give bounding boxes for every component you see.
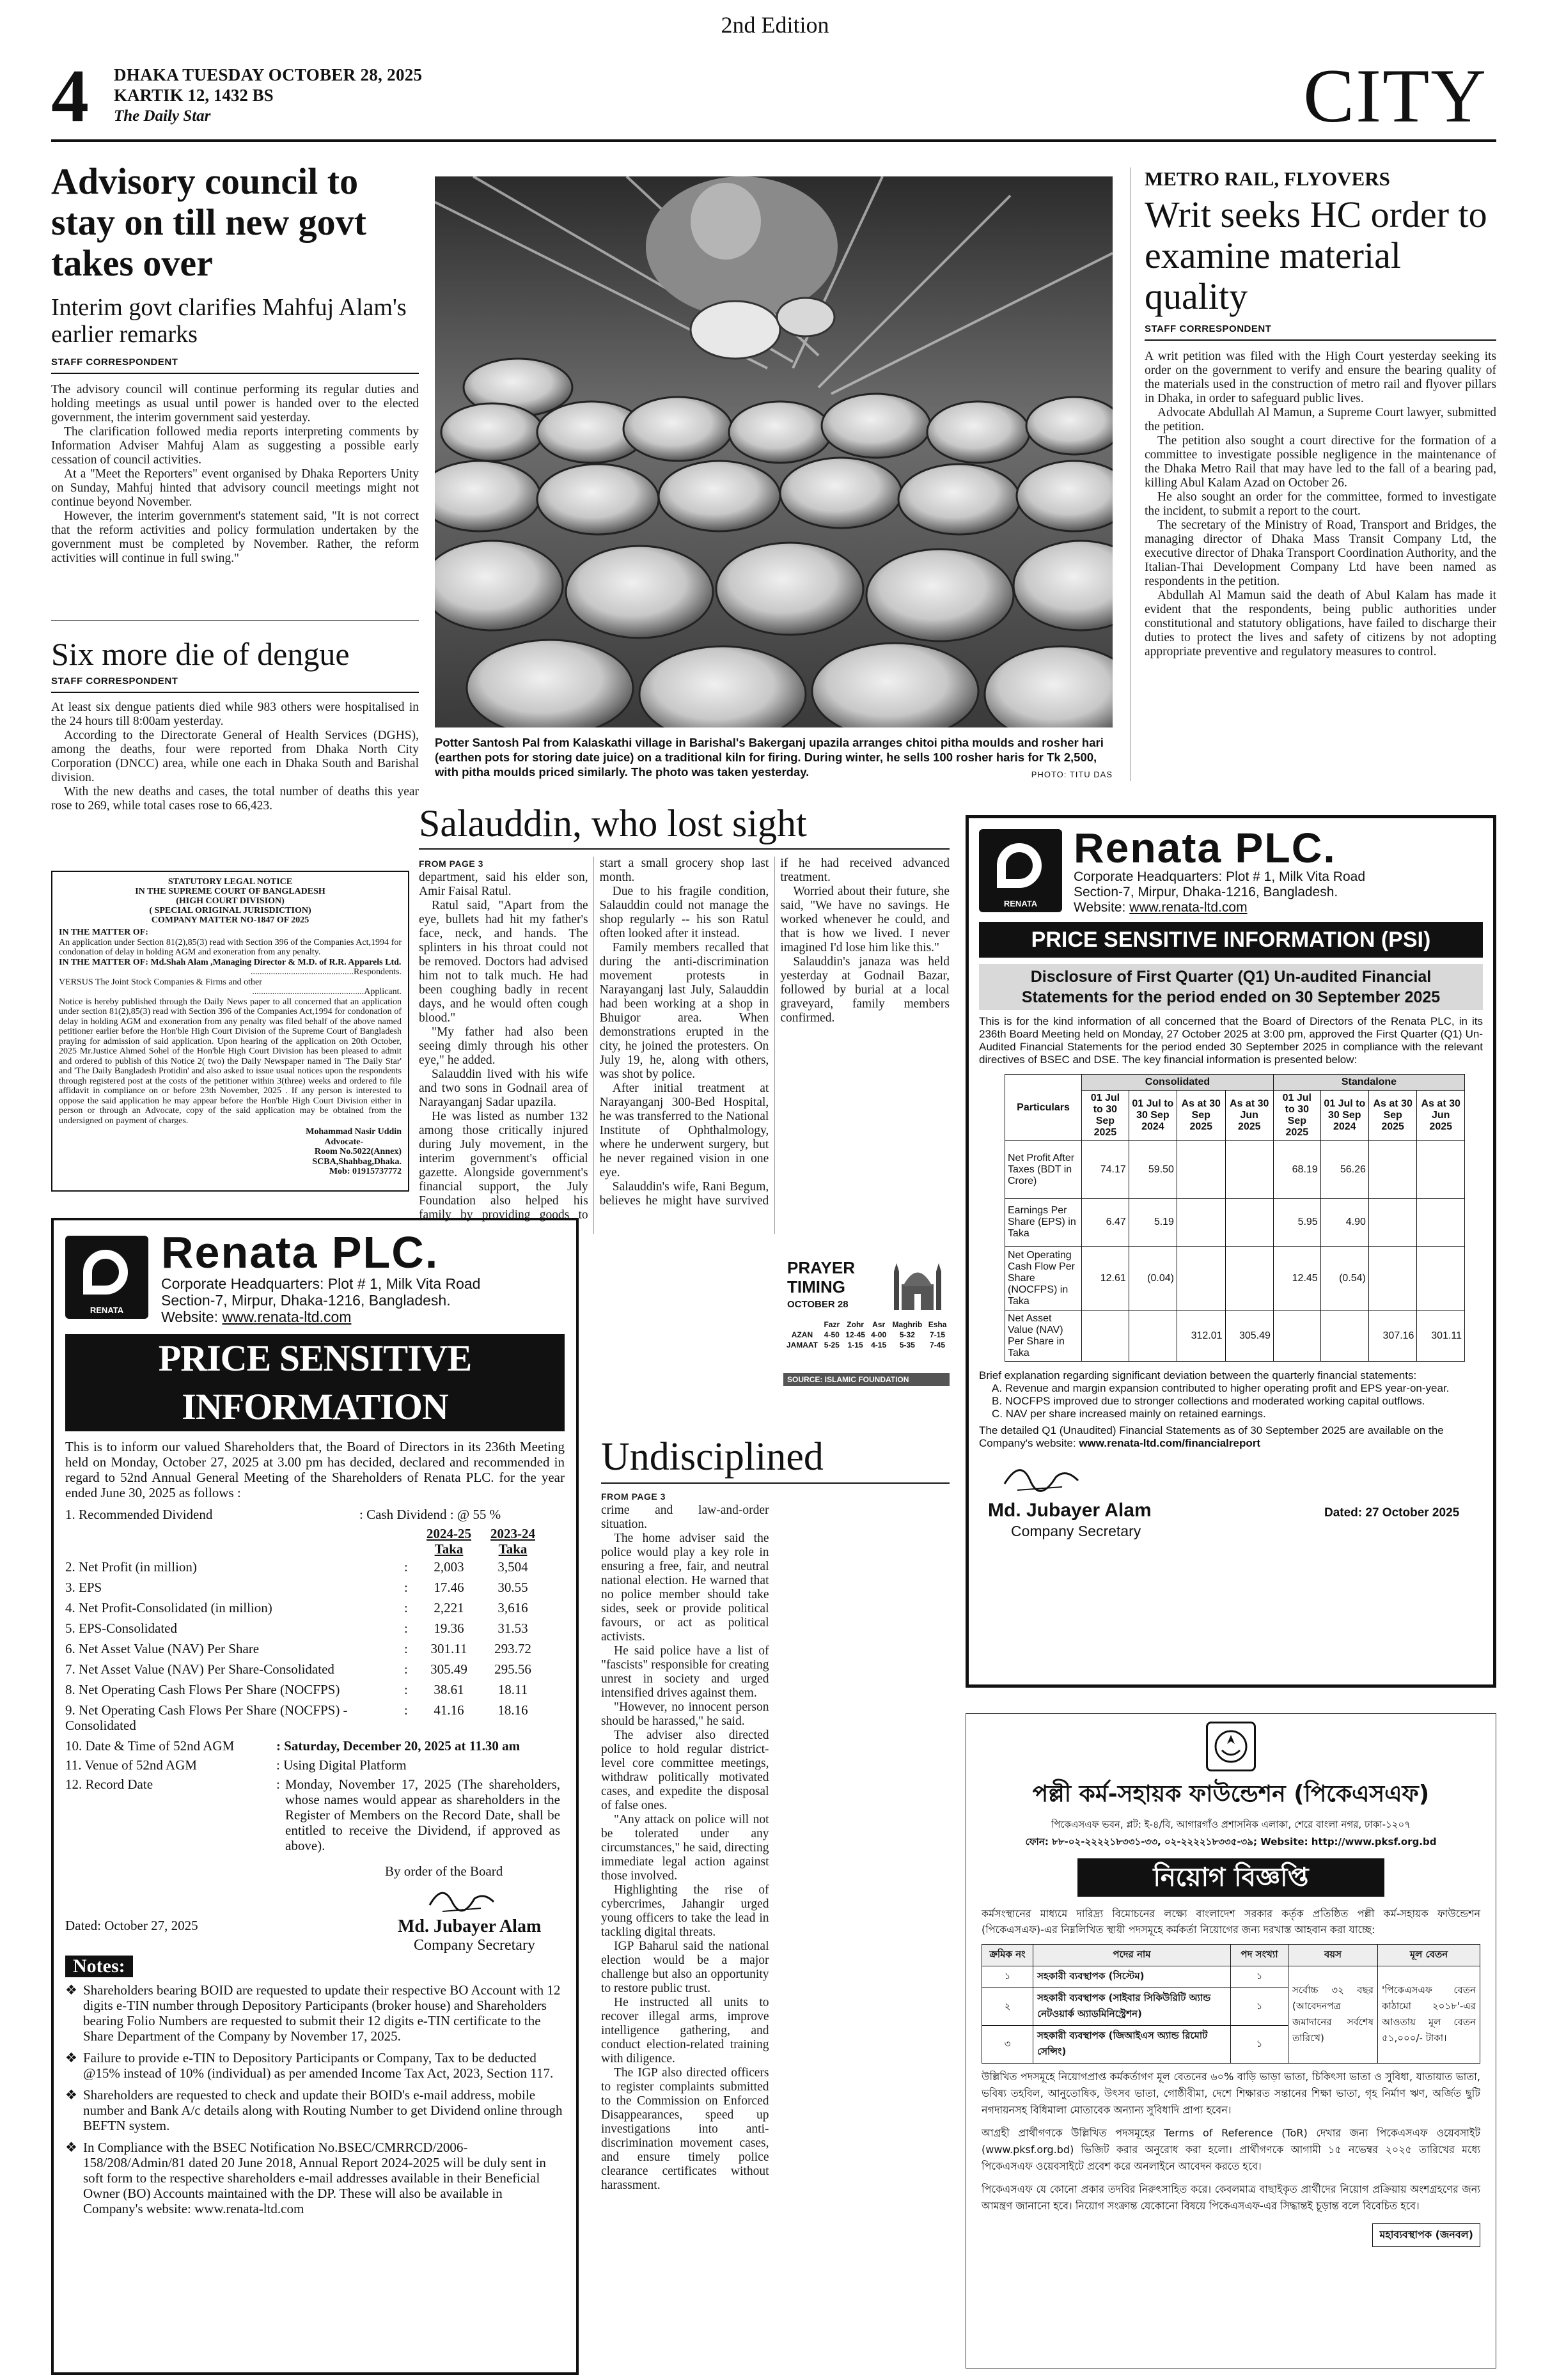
- psi-col-2: As at 30 Sep 2025: [1177, 1091, 1225, 1141]
- undisciplined-p9: He instructed all units to recover illegal arms, improve intelligence gathering, and conduct election-related training with diligence.: [601, 1996, 769, 2065]
- renata-ad-right: [966, 815, 1496, 1688]
- psi-col-1: 01 Jul to 30 Sep 2024: [1129, 1091, 1177, 1141]
- row-label: 3. EPS: [65, 1580, 102, 1595]
- note-item: [65, 2140, 565, 2216]
- note-text: Shareholders are requested to check and update their BOID's e-mail address, mobile number and Bank A/c details along with Routing Number to get Dividend online through BEFTN system.: [83, 2087, 563, 2133]
- salauddin-headline: Salauddin, who lost sight: [419, 802, 807, 844]
- section-divider: [51, 620, 419, 621]
- psi-group-consolidated: Consolidated: [1082, 1075, 1274, 1091]
- psi-cell: 74.17: [1082, 1141, 1129, 1199]
- prayer-timing-box: [783, 1253, 950, 1413]
- signature-left: [423, 1879, 500, 1918]
- note-text: Failure to provide e-TIN to Depository Participants or Company, Tax to be deducted @15% instead of 10% (individual) as per amended Income Tax Act, 2023, Section 117.: [83, 2050, 554, 2081]
- renata-left-banner: PRICE SENSITIVE INFORMATION: [65, 1334, 565, 1431]
- page-number: 4: [51, 54, 89, 137]
- metro-headline: Writ seeks HC order to examine material quality: [1145, 194, 1487, 317]
- legal-room: Room No.5022(Annex): [314, 1147, 402, 1156]
- psi-banner: PRICE SENSITIVE INFORMATION (PSI): [979, 922, 1483, 958]
- pksf-h1: পদের নাম: [1033, 1945, 1231, 1966]
- salauddin-p7: Family members recalled that during the anti-discrimination movement protests in Narayanganj last July, Salauddin had been working at a shop in Bhuigor area. When demonstrations erupted in the city, he joined the protesters. On July 19, he, along with others, was shot by police.: [599, 941, 769, 1081]
- psi-row-eps: [1005, 1199, 1465, 1247]
- renata-left-website[interactable]: www.renata-ltd.com: [222, 1309, 352, 1325]
- psi-cell: 301.11: [1417, 1311, 1465, 1362]
- row-a: 19.36: [434, 1621, 464, 1636]
- advisory-headline: Advisory council to stay on till new govt takes over: [51, 160, 366, 284]
- pksf-salary: 'পিকেএসএফ বেতন কাঠামো ২০১৮'-এর আওতায় মূল বেতন ৫১,০০০/- টাকা।: [1378, 1966, 1480, 2064]
- pksf-phone: ফোন: ৮৮-০২-২২২২১৮৩৩১-৩৩, ০২-২২২২১৮৩৩৫-৩৯; Website: http://www.pksf.org.bd: [1025, 1836, 1437, 1847]
- psi-col-5: 01 Jul to 30 Sep 2024: [1320, 1091, 1368, 1141]
- psi-cell: [1225, 1141, 1273, 1199]
- salauddin-p11: Salauddin's janaza was held yesterday at Godnail Bazar, followed by burial at a local graveyard, family members confirmed.: [780, 955, 950, 1025]
- row-label: 9. Net Operating Cash Flows Per Share (NOCFPS) -Consolidated: [65, 1702, 348, 1733]
- renata-left-website-label: Website:: [161, 1309, 219, 1325]
- row-label: 5. EPS-Consolidated: [65, 1621, 178, 1636]
- metro-p1: A writ petition was filed with the High Court yesterday seeking its order on the government to verify and ensure the bearing quality of the materials used in the construction of metro rail and flyover pillars in Dhaka, in order to safeguard public lives.: [1145, 350, 1496, 405]
- advisory-story: [51, 161, 419, 566]
- undisciplined-p5: The adviser also directed police to hold regular district-level core committee meetings, withdraw politically motivated cases, and expedite the disposal of false ones.: [601, 1729, 769, 1812]
- renata-logo-right-text: RENATA: [1003, 899, 1038, 908]
- note-item: [65, 2050, 565, 2081]
- diamond-icon: ❖: [65, 2140, 77, 2155]
- psi-particulars: Particulars: [1005, 1075, 1082, 1141]
- pksf-org-name: পল্লী কর্ম-সহায়ক ফাউন্ডেশন (পিকেএসএফ): [1032, 1781, 1430, 1807]
- notes-list: [65, 1982, 565, 2216]
- psi-col-4: 01 Jul to 30 Sep 2025: [1273, 1091, 1320, 1141]
- row-b: 295.56: [494, 1661, 531, 1677]
- agm-date-value: : Saturday, December 20, 2025 at 11.30 am: [276, 1738, 521, 1754]
- diamond-icon: ❖: [65, 1982, 77, 1998]
- metro-p5: The secretary of the Ministry of Road, Transport and Bridges, the managing director of Dhaka Mass Transit Company Ltd, the executive director of Dhaka Transport Coordination Authority, and the Italian-Thai Development Company Ltd have been named as respondents in the petition.: [1145, 518, 1496, 588]
- metro-p6: Abdullah Al Mamun said the death of Abul Kalam has made it evident that the respondents, being public authorities under constitutional and statutory obligations, have failed to discharge their duties to protect the lives and safety of citizens by not adopting appropriate preventive and regulatory measures to control.: [1145, 589, 1496, 658]
- undisciplined-p8: IGP Baharul said the national election would be a major challenge but also an opportunity to restore public trust.: [601, 1940, 769, 1995]
- salauddin-p2: Ratul said, "Apart from the eye, bullets had hit my father's face, neck, and hands. The splinters in his throat could not be removed. Doctors had advised him not to talk much. He had been coughing badly in recent days, and he would often cough blood.": [419, 899, 588, 1025]
- psi-cell: 59.50: [1129, 1141, 1177, 1199]
- legal-versus: VERSUS The Joint Stock Companies & Firms and other: [59, 977, 262, 987]
- by-order: By order of the Board: [385, 1863, 503, 1879]
- row-b: 3,616: [497, 1600, 528, 1615]
- advisory-p4: However, the interim government's statement said, "It is not correct that the reform activities and policy formulation undertaken by the government must be completed by November. Rather, the reform activities will continue in full swing.": [51, 509, 419, 565]
- edition-label: 2nd Edition: [721, 12, 829, 38]
- renata-left-row: 9. Net Operating Cash Flows Per Share (NOCFPS) -Consolidated : 41.16 18.16: [65, 1702, 565, 1733]
- pksf-sl: ১: [982, 1966, 1033, 1988]
- psi-cell: [1417, 1247, 1465, 1311]
- prayer-h5: Esha: [928, 1320, 947, 1329]
- metro-kicker: METRO RAIL, FLYOVERS: [1145, 167, 1390, 190]
- pksf-h3: বয়স: [1288, 1945, 1378, 1966]
- psi-col-3: As at 30 Jun 2025: [1225, 1091, 1273, 1141]
- pksf-logo: [1206, 1722, 1256, 1771]
- psi-subtitle: [979, 964, 1483, 1010]
- psi-cell: 5.19: [1129, 1199, 1177, 1247]
- row-label: 4. Net Profit-Consolidated (in million): [65, 1600, 272, 1615]
- prayer-date: OCTOBER 28: [787, 1299, 849, 1310]
- pksf-row: [982, 1966, 1480, 1988]
- psi-point-a: A. Revenue and margin expansion contributed to higher operating profit and EPS year-on-year.: [992, 1382, 1450, 1394]
- date-line: DHAKA TUESDAY OCTOBER 28, 2025: [114, 65, 423, 84]
- renata-left-row: 8. Net Operating Cash Flows Per Share (NOCFPS) : 38.61 18.11: [65, 1682, 565, 1697]
- psi-cell: 312.01: [1177, 1311, 1225, 1362]
- legal-mob: Mob: 01915737772: [329, 1167, 402, 1176]
- row-b: 3,504: [497, 1559, 528, 1575]
- undisciplined-p4: "However, no innocent person should be harassed," he said.: [601, 1700, 769, 1728]
- advisory-subhead: Interim govt clarifies Mahfuj Alam's earlier remarks: [51, 294, 407, 348]
- prayer-azan-fazr: 4-50: [824, 1330, 840, 1339]
- pksf-h2: পদ সংখ্যা: [1231, 1945, 1288, 1966]
- salauddin-body-wrap: [419, 857, 950, 1234]
- row-a: 2,221: [434, 1600, 464, 1615]
- undisciplined-p10: The IGP also directed officers to register complaints submitted to the Commission on Enforced Disappearances, speed up investigations into anti-discrimination movement cases, and ensure timely police clearance certificates without harassment.: [601, 2066, 769, 2192]
- psi-table: [1005, 1074, 1465, 1362]
- potter-photo: [435, 176, 1113, 727]
- renata-right-signer-title: Company Secretary: [1011, 1523, 1141, 1539]
- psi-cell: [1368, 1199, 1417, 1247]
- prayer-azan-zohr: 12-45: [845, 1330, 865, 1339]
- salauddin-p1: department, said his elder son, Amir Faisal Ratul.: [419, 871, 588, 898]
- advisory-p2: The clarification followed media reports interpreting comments by Information Adviser Mahfuj Alam as suggesting a possible early cessation of council activities.: [51, 425, 419, 467]
- prayer-h0: [783, 1319, 821, 1330]
- psi-cell: 68.19: [1273, 1141, 1320, 1199]
- renata-right-signer: Md. Jubayer Alam: [988, 1500, 1152, 1521]
- notes-label: Notes:: [65, 1956, 133, 1977]
- psi-cell: [1129, 1311, 1177, 1362]
- psi-cell: [1417, 1141, 1465, 1199]
- renata-left-signer-title: Company Secretary: [414, 1937, 535, 1954]
- prayer-source: SOURCE: ISLAMIC FOUNDATION: [783, 1373, 950, 1386]
- psi-detailed-link[interactable]: www.renata-ltd.com/financialreport: [1079, 1437, 1261, 1449]
- psi-cell: (0.54): [1320, 1247, 1368, 1311]
- psi-cell: [1177, 1199, 1225, 1247]
- renata-right-hq: Corporate Headquarters: Plot # 1, Milk Vita Road: [1074, 869, 1366, 884]
- prayer-h1: Fazr: [824, 1320, 840, 1329]
- psi-row-label: Earnings Per Share (EPS) in Taka: [1005, 1199, 1082, 1247]
- psi-cell: 5.95: [1273, 1199, 1320, 1247]
- psi-point-b: B. NOCFPS improved due to stronger collections and moderated working capital outflows.: [992, 1395, 1425, 1407]
- photo-credit: PHOTO: TITU DAS: [1031, 770, 1113, 779]
- legal-notice: [51, 871, 409, 1192]
- prayer-header-row: [783, 1319, 950, 1330]
- salauddin-from-page: FROM PAGE 3: [419, 859, 483, 869]
- renata-right-website[interactable]: www.renata-ltd.com: [1129, 900, 1248, 915]
- legal-title-4: ( SPECIAL ORIGINAL JURISDICTION): [149, 906, 311, 915]
- row-a: 38.61: [434, 1682, 464, 1697]
- note-text: Shareholders bearing BOID are requested to update their respective BO Account with 12 digits e-TIN number through Depository Participants (broker house) and Shareholders bearing Folio Numbers are requested to submit their 12 digits e-TIN certificate to the Share Department of the Company by November 17, 2025.: [83, 1982, 561, 2044]
- prayer-h3: Asr: [872, 1320, 886, 1329]
- legal-address: SCBA,Shahbag,Dhaka.: [312, 1156, 402, 1167]
- renata-left-company: Renata PLC.: [161, 1227, 439, 1277]
- prayer-jamaat-fazr: 5-25: [824, 1341, 840, 1349]
- diamond-icon: ❖: [65, 2087, 77, 2103]
- row-a: 17.46: [434, 1580, 464, 1595]
- psi-cell: [1320, 1311, 1368, 1362]
- prayer-jamaat-row: [783, 1340, 950, 1350]
- prayer-title-2: TIMING: [787, 1277, 845, 1296]
- salauddin-story: [419, 802, 950, 855]
- legal-title-5: COMPANY MATTER NO-1847 OF 2025: [151, 915, 309, 925]
- kartik-line: KARTIK 12, 1432 BS: [114, 86, 274, 105]
- dengue-p1: At least six dengue patients died while 983 others were hospitalised in the 24 hours till 8:00am yesterday.: [51, 701, 419, 728]
- dengue-p2: According to the Directorate General of Health Services (DGHS), among the deaths, four were reported from Dhaka North City Corporation (DNCC) area, while one each in Dhaka South and Barishal division.: [51, 729, 419, 784]
- pksf-sl: ৩: [982, 2026, 1033, 2064]
- undisciplined-body-wrap: [601, 1489, 950, 2362]
- diamond-icon: ❖: [65, 2050, 77, 2065]
- renata-left-row: 7. Net Asset Value (NAV) Per Share-Consolidated : 305.49 295.56: [65, 1661, 565, 1677]
- advisory-body: [51, 383, 419, 566]
- renata-left-row: 4. Net Profit-Consolidated (in million) : 2,221 3,616: [65, 1600, 565, 1615]
- pksf-intro: কর্মসংস্থানের মাধ্যমে দারিদ্র্য বিমোচনের লক্ষ্যে বাংলাদেশ সরকার কর্তৃক প্রতিষ্ঠিত পল্লী কর্ম-সহায়ক ফাউন্ডেশন (পিকেএসএফ)-এর নিম্নলিখিত স্থায়ী পদসমূহে কর্মকর্তা নিয়োগের জন্য দরখাস্ত আহবান করা যাচ্ছে:: [982, 1908, 1480, 1936]
- pksf-h4: মূল বেতন: [1378, 1945, 1480, 1966]
- undisciplined-p6: "Any attack on police will not be tolerated under any circumstances," he said, directing immediate legal action against those involved.: [601, 1813, 769, 1883]
- row-label: 2. Net Profit (in million): [65, 1559, 197, 1575]
- renata-left-signer: Md. Jubayer Alam: [398, 1917, 542, 1936]
- paper-logo: The Daily Star: [114, 107, 211, 125]
- prayer-jamaat-zohr: 1-15: [847, 1341, 863, 1349]
- prayer-h4: Maghrib: [892, 1320, 923, 1329]
- dengue-headline: Six more die of dengue: [51, 636, 350, 672]
- pksf-header-row: [982, 1945, 1480, 1966]
- pksf-table: [982, 1944, 1480, 2064]
- row-a: 41.16: [434, 1702, 464, 1718]
- metro-body: [1145, 350, 1496, 659]
- renata-left-row: 2. Net Profit (in million) : 2,003 3,504: [65, 1559, 565, 1575]
- row-a: 301.11: [430, 1641, 467, 1656]
- psi-row-label: Net Profit After Taxes (BDT in Crore): [1005, 1141, 1082, 1199]
- legal-signer: Mohammad Nasir Uddin: [306, 1127, 402, 1137]
- prayer-azan-asr: 4-00: [871, 1330, 887, 1339]
- pksf-count: ১: [1231, 2026, 1288, 2064]
- undisciplined-p1: crime and law-and-order situation.: [601, 1504, 769, 1531]
- psi-row-nocfps: [1005, 1247, 1465, 1311]
- renata-left-row: 5. EPS-Consolidated : 19.36 31.53: [65, 1621, 565, 1636]
- note-text: In Compliance with the BSEC Notification No.BSEC/CMRRCD/2006-158/208/Admin/81 dated 20 June 2018, Annual Report 2024-2025 will be duly sent in soft form to the respective shareholders e-mail addresses available in their Beneficial Owner (BO) Accounts maintained with the DP. These will also be available in Company's website: www.renata-ltd.com: [83, 2140, 546, 2216]
- advisory-p1: The advisory council will continue performing its regular duties and holding meetings as usual until power is handed over to the elected government, the interim government said yesterday.: [51, 383, 419, 424]
- salauddin-body: [419, 857, 950, 1234]
- renata-left-addr: Section-7, Mirpur, Dhaka-1216, Bangladesh.: [161, 1292, 451, 1309]
- psi-cell: [1225, 1247, 1273, 1311]
- salauddin-p8: After initial treatment at Narayanganj 300-Bed Hospital, he was transferred to the National Institute of Ophthalmology, where he underwent surgery, but he never regained vision in one eye.: [599, 1082, 769, 1179]
- section-title: CITY: [1303, 53, 1487, 138]
- renata-left-div-value: : Cash Dividend : @ 55 %: [359, 1507, 501, 1522]
- pksf-post: সহকারী ব্যবস্থাপক (জিআইএস অ্যান্ড রিমোট সেন্সিং): [1033, 2026, 1231, 2064]
- psi-cell: 6.47: [1082, 1199, 1129, 1247]
- renata-right-company: Renata PLC.: [1074, 824, 1336, 871]
- psi-row-npat: [1005, 1141, 1465, 1199]
- row-a: 305.49: [430, 1661, 467, 1677]
- renata-logo-left-text: RENATA: [90, 1305, 124, 1315]
- psi-row-label: Net Asset Value (NAV) Per Share in Taka: [1005, 1311, 1082, 1362]
- pksf-age: সর্বোচ্চ ৩২ বছর (আবেদনপত্র জমাদানের সর্বশেষ তারিখে): [1288, 1966, 1378, 2064]
- prayer-jamaat-maghrib: 5-35: [899, 1341, 915, 1349]
- salauddin-p10: Worried about their future, she said, "We have no savings. He worked whenever he could, and that is how we lived. I never imagined I'd lose him like this.": [780, 885, 950, 954]
- masthead-rule: [51, 139, 1496, 142]
- pksf-para1: উল্লিখিত পদসমূহে নিয়োগপ্রাপ্ত কর্মকর্তাগণ মূল বেতনের ৬০% বাড়ি ভাড়া ভাতা, চিকিৎসা ভাতা ও সুবিধা, যাতায়াত ভাতা, ভবিষ্য তহবিল, আনুতোষিক, উৎসব ভাতা, গোষ্ঠীবীমা, দেশে শিক্ষারত সন্তানের শিক্ষা ভাতা, গৃহ নির্মাণ ঋণ, অর্জিত ছুটি নগদায়নসহ বিধিমালা মোতাবেক অন্যান্য সুবিধাদি প্রাপ্য হবেন।: [982, 2071, 1480, 2116]
- renata-right-website-label: Website:: [1074, 900, 1126, 915]
- psi-cell: [1082, 1311, 1129, 1362]
- psi-col-0: 01 Jul to 30 Sep 2025: [1082, 1091, 1129, 1141]
- row-a: 2,003: [434, 1559, 464, 1575]
- psi-cell: [1177, 1247, 1225, 1311]
- renata-left-col-b-unit: Taka: [498, 1541, 528, 1557]
- row-b: 30.55: [497, 1580, 528, 1595]
- pksf-para3: পিকেএসএফ যে কোনো প্রকার তদবির নিরুৎসাহিত করে। কেবলমাত্র বাছাইকৃত প্রার্থীদের নিয়োগ প্রক্রিয়ায় অংশগ্রহণের জন্য আমন্ত্রণ জানানো হবে। নিয়োগ সংক্রান্ত যেকোনো বিষয়ে পিকেএসএফ-এর সিদ্ধান্তই চূড়ান্ত বলে বিবেচিত হবে।: [982, 2183, 1480, 2212]
- legal-applicant: ..................................................Applicant.: [252, 987, 402, 997]
- prayer-azan-row: [783, 1330, 950, 1340]
- psi-group-row: [1005, 1075, 1465, 1091]
- photo-caption-text: Potter Santosh Pal from Kalaskathi village in Barishal's Bakerganj upazila arranges chitoi pitha moulds and rosher hari (earthen pots for storing date juice) on a traditional kiln for firing. During winter, he sells 100 rosher haris for Tk 2,500, with pitha moulds priced similarly. The photo was taken yesterday.: [435, 736, 1104, 779]
- psi-row-nav: [1005, 1311, 1465, 1362]
- pksf-emblem-icon: [1213, 1729, 1249, 1764]
- undisciplined-headline: Undisciplined: [601, 1435, 824, 1479]
- renata-left-intro: This is to inform our valued Shareholders that, the Board of Directors in its 236th Meeting held on Monday, October 27, 2025 at 3.00 pm has decided, declared and recommended in regard to 52nd Annual General Meeting of the Shareholders of Renata PLC. for the year ended June 30, 2025 as follows :: [65, 1439, 565, 1500]
- undisciplined-story: [601, 1435, 950, 1489]
- renata-left-row: 6. Net Asset Value (NAV) Per Share : 301.11 293.72: [65, 1641, 565, 1656]
- renata-left-col-a: 2024-25: [427, 1526, 471, 1541]
- prayer-jamaat-asr: 4-15: [871, 1341, 887, 1349]
- row-label: 7. Net Asset Value (NAV) Per Share-Consolidated: [65, 1661, 334, 1677]
- metro-p2: Advocate Abdullah Al Mamun, a Supreme Court lawyer, submitted the petition.: [1145, 406, 1496, 433]
- legal-matter1: IN THE MATTER OF:: [59, 928, 148, 937]
- legal-title-3: (HIGH COURT DIVISION): [176, 896, 285, 906]
- legal-body1: An application under Section 81(2),85(3) read with Section 396 of the Companies Act,1994 for condonation of delay in holding AGM and exoneration from any penalty.: [59, 937, 402, 957]
- dengue-byline: STAFF CORRESPONDENT: [51, 676, 178, 687]
- signature-right: [998, 1455, 1088, 1500]
- undisciplined-from-page: FROM PAGE 3: [601, 1491, 666, 1502]
- salauddin-p4: Salauddin lived with his wife and two sons in Godnail area of Narayanganj Sadar upazila.: [419, 1068, 588, 1109]
- photo-frame: [435, 176, 1113, 727]
- record-date-label: 12. Record Date: [65, 1777, 153, 1792]
- agm-venue-label: 11. Venue of 52nd AGM: [65, 1757, 197, 1773]
- advisory-p3: At a "Meet the Reporters" event organised by Dhaka Reporters Unity on Sunday, Mahfuj hinted that advisory council meetings might not continue beyond November.: [51, 467, 419, 509]
- row-b: 31.53: [497, 1621, 528, 1636]
- metro-p3: The petition also sought a court directive for the formation of a committee to investigate possible negligence in the maintenance of the Dhaka Metro Rail that may have led to the fall of a bearing pad, killing Abul Kalam Azad on October 26.: [1145, 434, 1496, 490]
- psi-group-standalone: Standalone: [1273, 1075, 1464, 1091]
- note-item: [65, 1982, 565, 2044]
- row-b: 18.11: [497, 1682, 528, 1697]
- legal-respondents: ..............................................Respondents.: [250, 967, 402, 977]
- row-b: 293.72: [494, 1641, 531, 1656]
- record-date-value: Monday, November 17, 2025 (The shareholders, whose names would appear as shareholders in the Register of Members on the Record Date, shall be entitled to receive the Dividend, if approved as above).: [285, 1777, 560, 1853]
- prayer-jamaat-esha: 7-45: [930, 1341, 946, 1349]
- prayer-azan-label: AZAN: [791, 1330, 813, 1339]
- dengue-p3: With the new deaths and cases, the total number of deaths this year rose to 269, while total cases rose to 66,423.: [51, 785, 419, 813]
- psi-col-7: As at 30 Jun 2025: [1417, 1091, 1465, 1141]
- renata-left-row: 3. EPS : 17.46 30.55: [65, 1580, 565, 1595]
- psi-cell: (0.04): [1129, 1247, 1177, 1311]
- legal-body2: Notice is hereby published through the Daily News paper to all concerned that an application under section 81(2),85(3) read with Section 396 of the Companies Act,1994 for condonation of delay in holding AGM and exoneration from any penalty was filed behalf of the above named petitioner earlier before the Hon'ble High Court Division of the Supreme Court of Bangladesh praying for admission of said application. Upon hearing of the application on 20th October, 2025 Mr.Justice Ahmed Sohel of the Hon'ble High Court Division has been pleased to admit and ordered to publish of this Notice 2( two) the Daily Newspaper named in 'The Daily Star' and 'The Daily Bangladesh Protidin' and also asked to issue usual notices upon the respondents through registered post at the costs of the petitioner within 3(three) weeks and ordered to file affidavit in compliance on or before 23th November, 2025 . If any person is interested to oppose the said application he may appear before the Hon'ble High Court Division either in person or through an Advocate, copy of the said application may be obtained from the undersigned on payment of charges.: [59, 997, 402, 1126]
- legal-signer-title: Advocate-: [324, 1137, 363, 1147]
- psi-cell: [1368, 1141, 1417, 1199]
- salauddin-p3: "My father had also been seeing dimly through his other eye," he added.: [419, 1025, 588, 1067]
- psi-detailed: The detailed Q1 (Unaudited) Financial Statements as of 30 September 2025 are available on the Company's website:: [979, 1424, 1444, 1449]
- legal-title-2: IN THE SUPREME COURT OF BANGLADESH: [135, 887, 325, 896]
- undisciplined-p2: The home adviser said the police would play a key role in ensuring a free, fair, and neutral national election. He warned that no police member should take sides, seek or provide political favours, or act as political activists.: [601, 1532, 769, 1644]
- note-item: [65, 2087, 565, 2133]
- undisciplined-p3: He said police have a list of "fascists" responsible for creating unrest in society and urged intensified drives against them.: [601, 1644, 769, 1700]
- metro-story: [1145, 167, 1496, 659]
- prayer-h2: Zohr: [847, 1320, 864, 1329]
- advisory-byline: STAFF CORRESPONDENT: [51, 357, 178, 368]
- psi-cell: 56.26: [1320, 1141, 1368, 1199]
- psi-cell: [1225, 1199, 1273, 1247]
- psi-cell: 307.16: [1368, 1311, 1417, 1362]
- psi-intro: This is for the kind information of all concerned that the Board of Directors of the Renata PLC, in its 236th Board Meeting held on Monday, 27 October 2025 at 3:00 pm, approved the First Quarter (Q1) Un-Audited Financial Statements for the period ended 30 September 2025 in compliance with the relevant directives of BSEC and DSE. The key financial information is presented below:: [979, 1015, 1483, 1066]
- renata-left-div-label: 1. Recommended Dividend: [65, 1507, 213, 1522]
- psi-cell: [1273, 1311, 1320, 1362]
- psi-col-6: As at 30 Sep 2025: [1368, 1091, 1417, 1141]
- psi-cell: 4.90: [1320, 1199, 1368, 1247]
- psi-subtitle-1: Disclosure of First Quarter (Q1) Un-audited Financial: [1030, 968, 1432, 986]
- renata-ad-left: RENATA Renata PLC. Corporate Headquarters: Plot # 1, Milk Vita Road Section-7, Mirpur, Dhaka-1216, Bangladesh. Website: www.renata-ltd.com PRICE SENSITIVE INFORMATION This is to inform our valued Shareholders that, the Board of Directors in its 236th Meeting held on Monday, October 27, 2025 at 3.00 pm has decided, declared and recommended in regard to 52nd Annual General Meeting of the Shareholders of Renata PLC. for the year ended June 30, 2025 as follows : 1. Recommended Dividend : Cash Dividend : @ 55 % 2024-25 Taka 2023-24 Taka 2. Net Profit (in million) : 2,003 3,504 3. EPS : 17.46 30.55 4. Net Profit-Consolidated (in million) : 2,221 3,616 5. EPS-Consolidated : 19.36 31.53 6. Net Asset Value (NAV) Per Share : 301.11 293.72 7. Net Asset Value (NAV) Per Share-Consolidated : 305.49 295.56 8. Net Operating Cash Flows Per Share (NOCFPS) : 38.61 18.11 9. Net Operating Cash Flows Per Share (NOCFPS) -Consolidated : 41.16 18.16 10. Date & Time of 52nd AGM : Saturday, December 20, 2025 at 11.30 am 11. Venue of 52nd AGM : Using Digital Platform 12. Record Date : Monday, November 17, 2025 (The shareholders, whose names would appear as shareholders in the Register of Members on the Record Date, shall be entitled to receive the Dividend, if approved as above). By order of the Board Dated: October 27, 2025 Md. Jubayer Alam Company Secretary Notes: ❖ Shareholders bearing BOID are requested to update their respective BO Account with 12 digits e-TIN number through Depository Participants (broker house) and Shareholders bearing Folio Numbers are requested to submit their 12 digits e-TIN certificate to the Share Department of the Company by November 17, 2025. ❖ Failure to provide e-TIN to Depository Participants or Company, Tax to be deducted @15% instead of 10% (individual) as per amended Income Tax Act, 2023, Section 117. ❖ Shareholders are requested to check and update their BOID's e-mail address, mobile number and Bank A/c details along with Routing Number to get Dividend online through BEFTN system. ❖ In Compliance with the BSEC Notification No.BSEC/CMRRCD/2006-158/208/Admin/81 dated 20 June 2018, Annual Report 2024-2025 will be duly sent in soft form to the respective shareholders e-mail addresses available in their Beneficial Owner (BO) Accounts maintained with the DP. These will also be available in Company's website: www.renata-ltd.com: [51, 1218, 579, 2375]
- legal-matter2: IN THE MATTER OF: Md.Shah Alam ,Managing Director & M.D. of R.R. Apparels Ltd.: [59, 957, 402, 967]
- metro-byline: STAFF CORRESPONDENT: [1145, 323, 1272, 334]
- agm-venue-value: : Using Digital Platform: [276, 1757, 407, 1773]
- mosque-icon: [889, 1256, 946, 1313]
- pksf-footer: মহাব্যবস্থাপক (জনবল): [1372, 2223, 1480, 2247]
- pksf-addr: পিকেএসএফ ভবন, প্লট: ই-৪/বি, আগারগাঁও প্রশাসনিক এলাকা, শেরে বাংলা নগর, ঢাকা-১২০৭: [1051, 1819, 1411, 1830]
- metro-p4: He also sought an order for the committee, formed to investigate the incident, to submit a report to the court.: [1145, 490, 1496, 518]
- renata-right-dated: Dated: 27 October 2025: [1324, 1506, 1460, 1520]
- psi-cell: [1177, 1141, 1225, 1199]
- prayer-jamaat-label: JAMAAT: [786, 1341, 818, 1349]
- salauddin-p5: He was listed as number 132 among those critically injured during July movement, in the interim government's official gazette. Alongside government's financial support, the July Foundation also helped his family by providing goods to start a small grocery shop last month.: [419, 857, 769, 1222]
- renata-left-dated: Dated: October 27, 2025: [65, 1918, 198, 1933]
- psi-cell: 305.49: [1225, 1311, 1273, 1362]
- pksf-post: সহকারী ব্যবস্থাপক (সাইবার সিকিউরিটি অ্যান্ড নেটওয়ার্ক অ্যাডমিনিস্ট্রেশন): [1033, 1988, 1231, 2026]
- psi-cell: 12.45: [1273, 1247, 1320, 1311]
- prayer-azan-esha: 7-15: [930, 1330, 946, 1339]
- renata-left-col-b: 2023-24: [490, 1526, 535, 1541]
- pksf-para2: আগ্রহী প্রার্থীগণকে উল্লিখিত পদসমূহের Terms of Reference (ToR) দেখার জন্য পিকেএসএফ ওয়েবসাইট (www.pksf.org.bd) ভিজিট করার অনুরোধ করা হলো। প্রার্থীগণকে আগামী ১৫ নভেম্বর ২০২৫ তারিখের মধ্যে পিকেএসএফ ওয়েবসাইটে প্রবেশ করে অনলাইনে আবেদন করতে হবে।: [982, 2127, 1480, 2172]
- pksf-count: ১: [1231, 1966, 1288, 1988]
- renata-logo-right: [979, 829, 1062, 912]
- pksf-h0: ক্রমিক নং: [982, 1945, 1033, 1966]
- prayer-title-1: PRAYER: [787, 1258, 855, 1277]
- renata-right-addr: Section-7, Mirpur, Dhaka-1216, Bangladesh.: [1074, 885, 1338, 899]
- pksf-post: সহকারী ব্যবস্থাপক (সিস্টেম): [1033, 1966, 1231, 1988]
- prayer-table: [783, 1319, 950, 1350]
- salauddin-p6: Due to his fragile condition, Salauddin could not manage the shop regularly -- his son Ratul often looked after it instead.: [599, 885, 769, 940]
- psi-cell: 12.61: [1082, 1247, 1129, 1311]
- psi-cell: [1417, 1199, 1465, 1247]
- psi-point-c: C. NAV per share increased mainly on retained earnings.: [992, 1408, 1266, 1420]
- undisciplined-p7: Highlighting the rise of cybercrimes, Jahangir urged young officers to take the lead in tackling digital threats.: [601, 1883, 769, 1939]
- renata-left-rows: [65, 1559, 565, 1733]
- legal-title-1: STATUTORY LEGAL NOTICE: [168, 877, 293, 887]
- psi-row-label: Net Operating Cash Flow Per Share (NOCFPS) in Taka: [1005, 1247, 1082, 1311]
- pksf-sl: ২: [982, 1988, 1033, 2026]
- dengue-story: [51, 636, 419, 813]
- salauddin-p9: Salauddin's wife, Rani Begum, believes he might have survived if he had received advanced treatment.: [599, 857, 950, 1208]
- agm-date-label: 10. Date & Time of 52nd AGM: [65, 1738, 235, 1754]
- psi-subtitle-2: Statements for the period ended on 30 September 2025: [1021, 988, 1441, 1006]
- renata-left-hq: Corporate Headquarters: Plot # 1, Milk Vita Road: [161, 1275, 481, 1292]
- psi-cell: [1368, 1247, 1417, 1311]
- psi-brief: Brief explanation regarding significant deviation between the quarterly financial statements:: [979, 1369, 1417, 1381]
- renata-logo-left: [65, 1236, 148, 1319]
- photo-caption: [435, 735, 1113, 782]
- row-label: 6. Net Asset Value (NAV) Per Share: [65, 1641, 260, 1656]
- row-label: 8. Net Operating Cash Flows Per Share (NOCFPS): [65, 1682, 340, 1697]
- pksf-count: ১: [1231, 1988, 1288, 2026]
- row-b: 18.16: [497, 1702, 528, 1718]
- dengue-body: [51, 701, 419, 813]
- pksf-banner: নিয়োগ বিজ্ঞপ্তি: [1077, 1858, 1384, 1897]
- undisciplined-body: [601, 1489, 950, 2362]
- prayer-azan-maghrib: 5-32: [899, 1330, 915, 1339]
- pksf-ad: [966, 1713, 1496, 2368]
- renata-left-col-a-unit: Taka: [434, 1541, 464, 1557]
